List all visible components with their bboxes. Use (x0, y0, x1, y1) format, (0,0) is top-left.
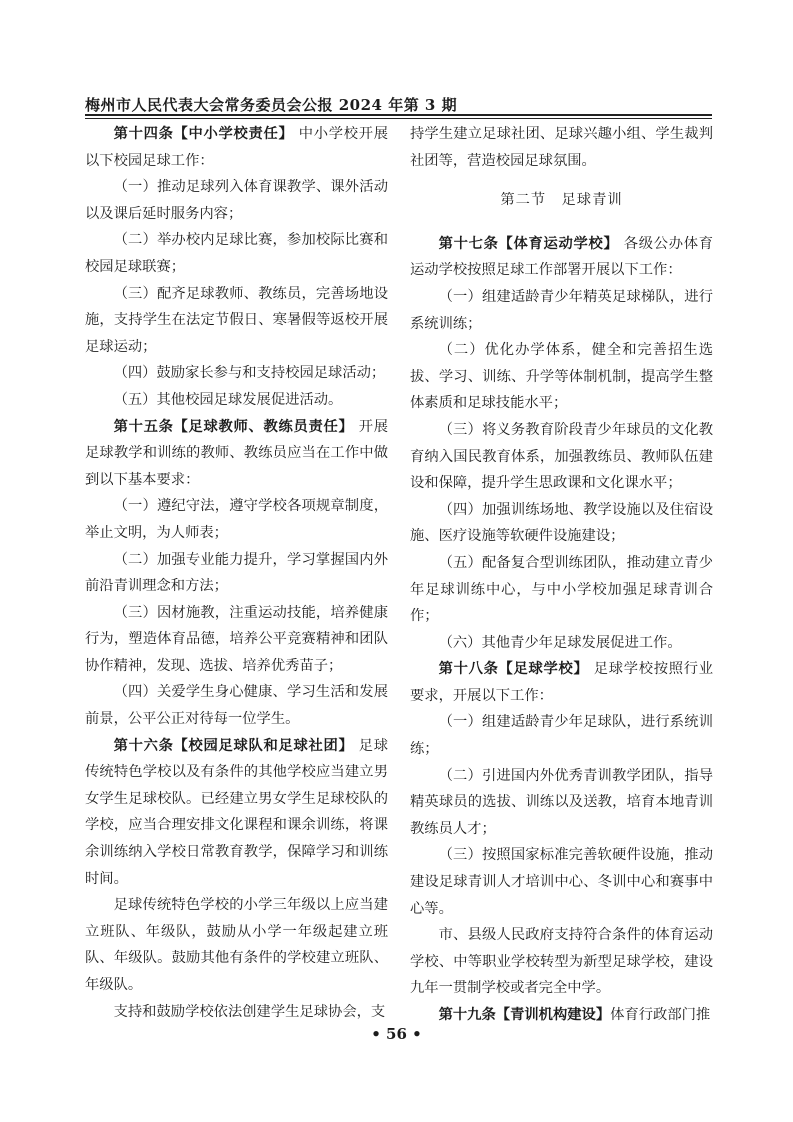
article-18 (410, 656, 713, 709)
article-14 (85, 121, 388, 174)
header-rule-thick (85, 114, 712, 116)
section-heading: 第二节 足球青训 (500, 192, 623, 209)
article-15-item-1: （一）遵纪守法，遵守学校各项规章制度，举止文明，为人师表； (85, 498, 388, 541)
article-15-item-2: （二）加强专业能力提升，学习掌握国内外前沿青训理念和方法； (85, 551, 388, 595)
right-column (410, 121, 713, 1029)
article-16 (85, 733, 388, 893)
bulletin-header: 梅州市人民代表大会常务委员会公报 2024 年第 3 期 (85, 96, 458, 114)
article-15-heading: 第十五条【足球教师、教练员责任】 (113, 418, 354, 435)
article-14-item-1: （一）推动足球列入体育课教学、课外活动以及课后延时服务内容； (85, 179, 388, 222)
article-15-item-3: （三）因材施教，注重运动技能，培养健康行为，塑造体育品德，培养公平竞赛精神和团队协作精神，发现、选拔、培养优秀苗子； (85, 604, 388, 674)
article-15 (85, 414, 388, 494)
article-14-text: 中小学校开展以下校园足球工作： (85, 126, 389, 169)
article-18-item-3: （三）按照国家标准完善软硬件设施，推动建设足球青训人才培训中心、冬训中心和赛事中心等。 (410, 847, 713, 917)
article-14-heading: 第十四条【中小学校责任】 (113, 126, 294, 142)
article-15-text: 开展足球教学和训练的教师、教练员应当在工作中做到以下基本要求： (85, 418, 389, 488)
article-17-item-5: （五）配备复合型训练团队，推动建立青少年足球训练中心，与中小学校加强足球青训合作； (410, 554, 713, 625)
article-14-item-4: （四）鼓励家长参与和支持校园足球活动； (113, 365, 386, 382)
article-17-item-2: （二）优化办学体系，健全和完善招生选拔、学习、训练、升学等体制机制，提高学生整体素质和足球技能水平； (410, 342, 713, 412)
article-16-paragraph-3: 支持和鼓励学校依法创建学生足球协会，支 (113, 1003, 386, 1020)
article-17-item-3: （三）将义务教育阶段青少年球员的文化教育纳入国民教育体系，加强教练员、教师队伍建设和保障，提升学生思政课和文化课水平； (410, 421, 713, 492)
article-17 (410, 231, 713, 284)
header-rule-thin (85, 118, 712, 119)
article-18-item-1: （一）组建适龄青少年足球队，进行系统训练； (410, 714, 713, 758)
article-19-heading: 第十九条【青训机构建设】 (438, 1007, 611, 1023)
article-14-item-5: （五）其他校园足球发展促进活动。 (113, 391, 343, 408)
article-14-item-3: （三）配齐足球教师、教练员，完善场地设施，支持学生在法定节假日、寒暑假等返校开展足球运动； (85, 285, 388, 355)
article-16-heading: 第十六条【校园足球队和足球社团】 (113, 737, 354, 754)
article-17-item-4: （四）加强训练场地、教学设施以及住宿设施、医疗设施等软硬件设施建设； (410, 501, 713, 545)
article-16-continuation: 持学生建立足球社团、足球兴趣小组、学生裁判社团等，营造校园足球氛围。 (410, 126, 713, 169)
page-number: • 56 • (371, 1025, 422, 1043)
article-18-heading: 第十八条【足球学校】 (438, 661, 589, 678)
article-18-paragraph-2: 市、县级人民政府支持符合条件的体育运动学校、中等职业学校转型为新型足球学校，建设九年一贯制学校或者完全中学。 (410, 927, 713, 997)
left-column (85, 121, 388, 1025)
article-14-item-2: （二）举办校内足球比赛，参加校际比赛和校园足球联赛； (85, 232, 388, 275)
article-17-text: 各级公办体育运动学校按照足球工作部署开展以下工作： (410, 235, 714, 279)
article-18-item-2: （二）引进国内外优秀青训教学团队，指导精英球员的选拔、训练以及送教，培育本地青训教练员人才； (410, 767, 713, 837)
article-15-item-4: （四）关爱学生身心健康、学习生活和发展前景，公平公正对待每一位学生。 (85, 684, 388, 728)
article-16-paragraph-2: 足球传统特色学校的小学三年级以上应当建立班队、年级队，鼓励从小学一年级起建立班队、年级队。鼓励其他有条件的学校建立班队、年级队。 (85, 897, 388, 993)
article-18-text: 足球学校按照行业要求，开展以下工作： (410, 661, 714, 704)
article-17-item-1: （一）组建适龄青少年精英足球梯队，进行系统训练； (410, 288, 713, 332)
article-16-text: 足球传统特色学校以及有条件的其他学校应当建立男女学生足球校队。已经建立男女学生足球校队的学校，应当合理安排文化课程和课余训练，将课余训练纳入学校日常教育教学，保障学习和训练时间。 (85, 737, 389, 887)
article-17-item-6: （六）其他青少年足球发展促进工作。 (438, 634, 682, 651)
article-19-text: 体育行政部门推 (610, 1007, 711, 1023)
article-17-heading: 第十七条【体育运动学校】 (438, 235, 619, 252)
